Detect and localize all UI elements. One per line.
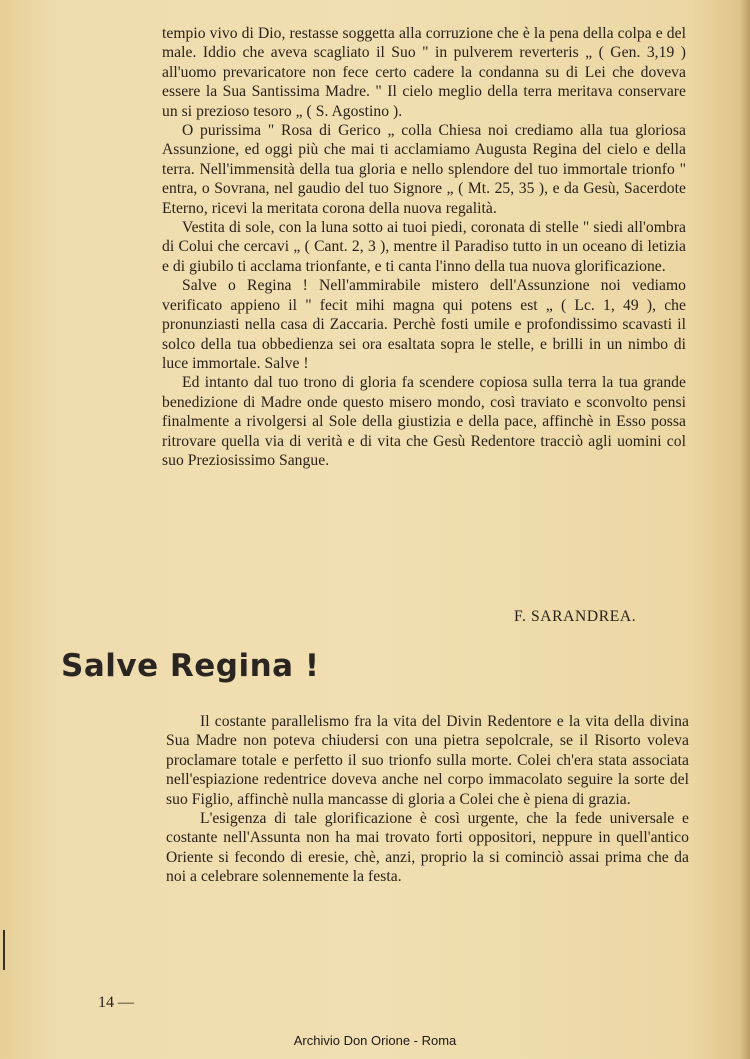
section-heading: Salve Regina !: [61, 648, 320, 684]
article-continuation: [162, 24, 686, 470]
author-signature: F. SARANDREA.: [514, 608, 637, 625]
archive-footer: Archivio Don Orione - Roma: [293, 1033, 457, 1048]
page-edge-shadow: [740, 0, 750, 1059]
paragraph: L'esigenza di tale glorificazione è così urgente, che la fede universale e costante nell'Assunta non ha mai trovato forti oppositori, neppure in quell'antico Oriente si fecondo di eresie, chè, anzi, proprio la si cominciò assai prima che da noi a celebrare solennemente la festa.: [166, 810, 689, 886]
paragraph: Il costante parallelismo fra la vita del Divin Redentore e la vita della divina Sua Madre non poteva chiudersi con una pietra sepolcrale, se il Risorto voleva proclamare totale e perfetto il suo trionfo sulla morte. Colei ch'era stata associata nell'espiazione redentrice doveva anche nel corpo immacolato seguire la sorte del suo Figlio, affinchè nulla mancasse di gloria a Colei che è piena di grazia.: [166, 713, 689, 808]
paragraph: Vestita di sole, con la luna sotto ai tuoi piedi, coronata di stelle " siedi all'ombra di Colui che cercavi „ ( Cant. 2, 3 ), mentre il Paradiso tutto in un oceano di letizia e di giubilo ti acclama trionfante, e ti canta l'inno della tua nuova glorificazione.: [162, 219, 686, 275]
paragraph: O purissima " Rosa di Gerico „ colla Chiesa noi crediamo alla tua gloriosa Assunzione, ed oggi più che mai ti acclamiamo Augusta Regina del cielo e della terra. Nell'immensità della tua gloria e nello splendore del tuo immortale trionfo " entra, o Sovrana, nel gaudio del tuo Signore „ ( Mt. 25, 35 ), e da Gesù, Sacerdote Eterno, ricevi la meritata corona della nuova regalità.: [162, 122, 686, 217]
paragraph: tempio vivo di Dio, restasse soggetta alla corruzione che è la pena della colpa e del male. Iddio che aveva scagliato il Suo " in pulverem reverteris „ ( Gen. 3,19 ) all'uomo prevaricatore non fece certo cadere la condanna su di Lei che doveva essere la Sua Santissima Madre. " Il cielo meglio della terra meritava conservare un si prezioso tesoro „ ( S. Agostino ).: [162, 25, 686, 120]
paragraph: Salve o Regina ! Nell'ammirabile mistero dell'Assunzione noi vediamo verificato appieno il " fecit mihi magna qui potens est „ ( Lc. 1, 49 ), che pronunziasti nella casa di Zaccaria. Perchè fosti umile e profondissimo scavasti il solco della tua obbedienza sei ora esaltata sopra le stelle, e brilli in un nimbo di luce immortale. Salve !: [162, 277, 686, 372]
page-number: 14 —: [98, 994, 134, 1011]
article-body: [166, 712, 689, 887]
margin-mark: [3, 930, 5, 970]
paragraph: Ed intanto dal tuo trono di gloria fa scendere copiosa sulla terra la tua grande benedizione di Madre onde questo misero mondo, così traviato e sconvolto pensi finalmente a rivolgersi al Sole della giustizia e della pace, affinchè in Esso possa ritrovare quella via di verità e di vita che Gesù Redentore tracciò agli uomini col suo Preziosissimo Sangue.: [162, 374, 686, 469]
